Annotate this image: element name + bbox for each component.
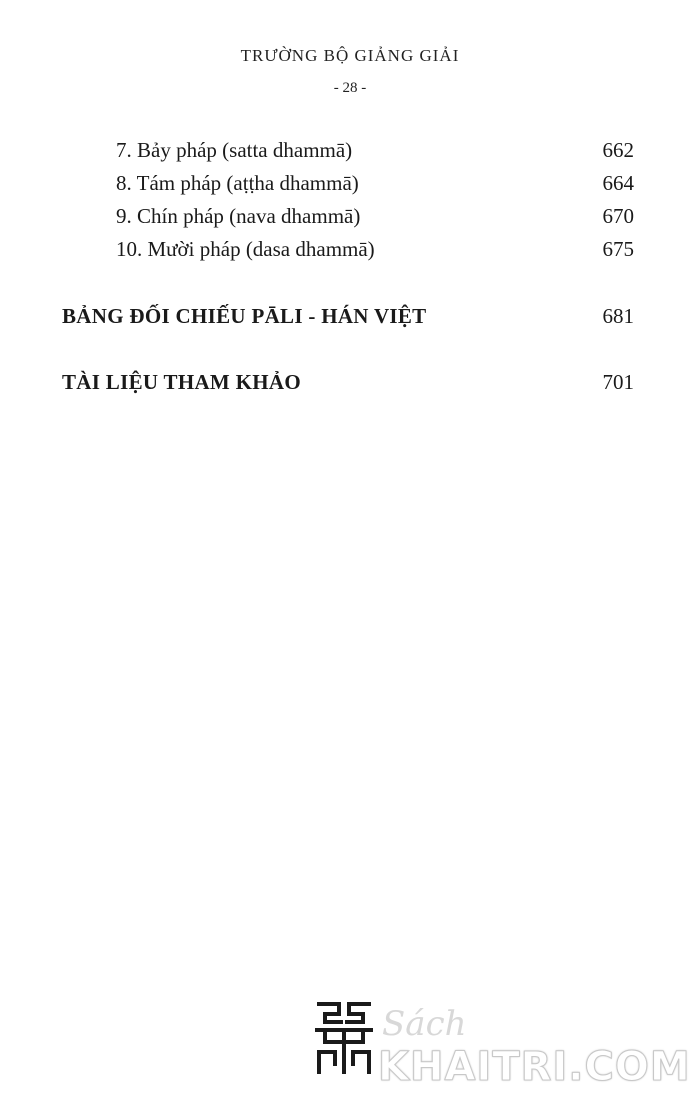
watermark-brand: KHAITRI.COM xyxy=(378,1044,691,1090)
toc-entry-label: 10. Mười pháp (dasa dhammā) xyxy=(116,237,375,261)
toc-section-page: 701 xyxy=(602,370,634,394)
toc-entry-page: 670 xyxy=(602,204,634,228)
toc-section-entry xyxy=(0,304,700,334)
page-number: - 28 - xyxy=(333,80,367,96)
toc-entry xyxy=(0,138,700,168)
toc-entry-label: 8. Tám pháp (aṭṭha dhammā) xyxy=(116,171,359,195)
toc-entry xyxy=(0,204,700,234)
toc-entry xyxy=(0,171,700,201)
watermark-script-word: Sách xyxy=(382,1004,467,1044)
toc-entry-page: 662 xyxy=(602,138,634,162)
toc-entry-page: 664 xyxy=(602,171,634,195)
toc-section-entry xyxy=(0,370,700,400)
running-head: TRƯỜNG BỘ GIẢNG GIẢI xyxy=(240,46,460,65)
toc-entry xyxy=(0,237,700,267)
toc-section-page: 681 xyxy=(602,304,634,328)
toc-section-label: BẢNG ĐỐI CHIẾU PĀLI - HÁN VIỆT xyxy=(62,304,427,328)
toc-section-label: TÀI LIỆU THAM KHẢO xyxy=(62,370,301,394)
toc-entry-page: 675 xyxy=(602,237,634,261)
toc-entry-label: 9. Chín pháp (nava dhammā) xyxy=(116,204,361,228)
watermark xyxy=(310,1000,690,1100)
seal-logo-icon xyxy=(315,1000,373,1074)
toc-entry-label: 7. Bảy pháp (satta dhammā) xyxy=(116,138,353,162)
